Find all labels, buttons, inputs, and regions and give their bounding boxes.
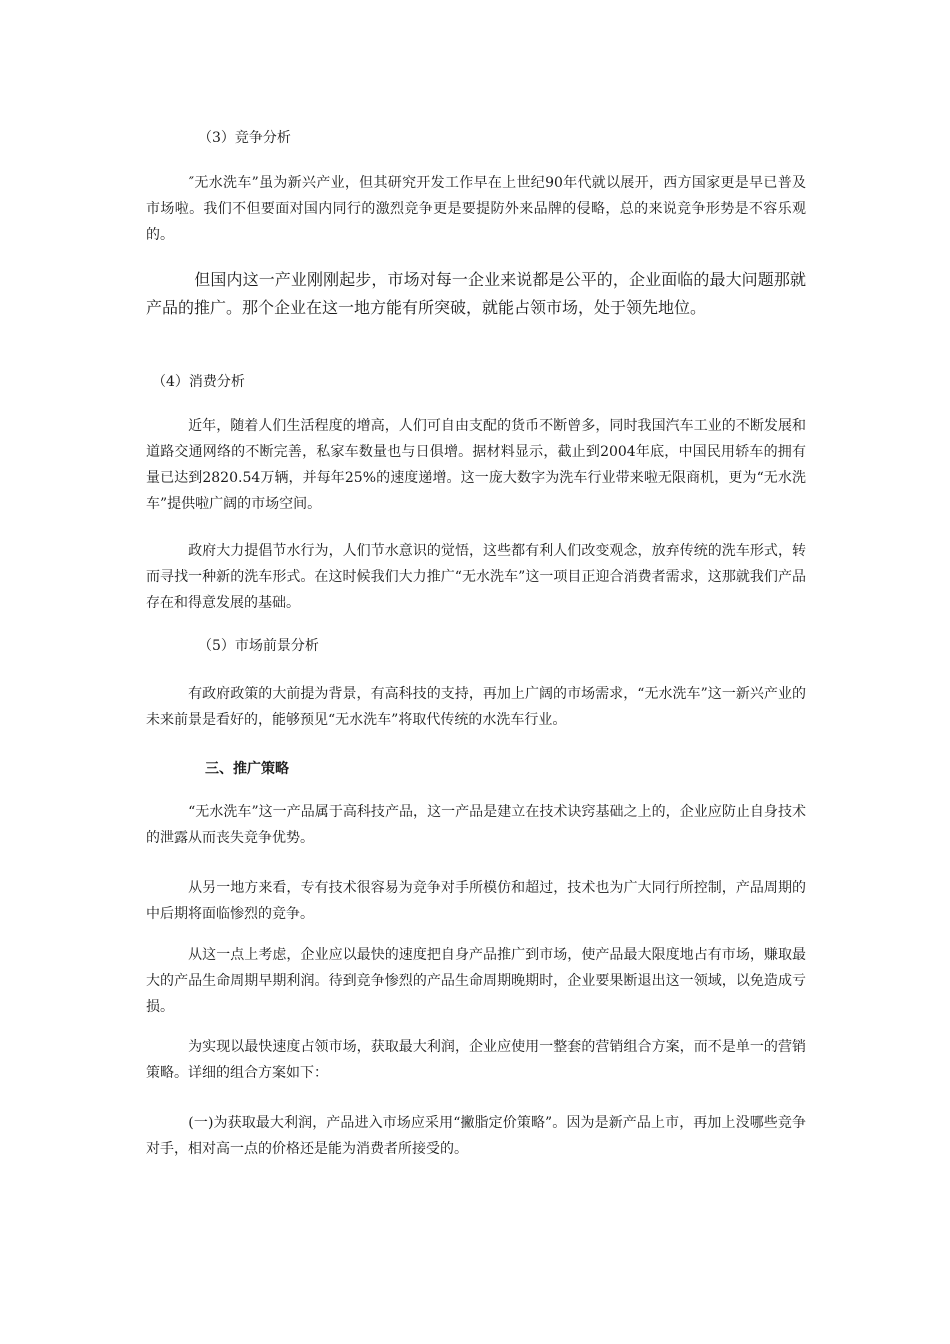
- competition-paragraph-2: 但国内这一产业刚刚起步，市场对每一企业来说都是公平的，企业面临的最大问题那就产品的推广。那个企业在这一地方能有所突破，就能占领市场，处于领先地位。: [146, 270, 806, 317]
- market-paragraph-1: 有政府政策的大前提为背景，有高科技的支持，再加上广阔的市场需求，“无水洗车”这一新兴产业的未来前景是看好的，能够预见“无水洗车”将取代传统的水洗车行业。: [146, 686, 806, 728]
- strategy-paragraph-3: 从这一点上考虑，企业应以最快的速度把自身产品推广到市场，使产品最大限度地占有市场，赚取最大的产品生命周期早期利润。待到竞争惨烈的产品生命周期晚期时，企业要果断退出这一领域，以免造成亏损。: [146, 947, 806, 1015]
- market-heading: （5）市场前景分析: [198, 638, 319, 654]
- strategy-paragraph-4: 为实现以最快速度占领市场，获取最大利润，企业应使用一整套的营销组合方案，而不是单一的营销策略。详细的组合方案如下：: [146, 1039, 806, 1081]
- strategy-paragraph-2: 从另一地方来看，专有技术很容易为竞争对手所模仿和超过，技术也为广大同行所控制，产品周期的中后期将面临惨烈的竞争。: [146, 880, 806, 922]
- competition-paragraph-1: ″无水洗车”虽为新兴产业，但其研究开发工作早在上世纪90年代就以展开，西方国家更是早已普及市场啦。我们不但要面对国内同行的激烈竞争更是要提防外来品牌的侵略，总的来说竞争形势是不容乐观的。: [146, 175, 806, 243]
- competition-heading: （3）竞争分析: [198, 130, 291, 146]
- strategy-paragraph-5: (一)为获取最大利润，产品进入市场应采用“撇脂定价策略”。因为是新产品上市，再加上没哪些竞争对手，相对高一点的价格还是能为消费者所接受的。: [146, 1115, 806, 1157]
- consumption-paragraph-1: 近年，随着人们生活程度的增高，人们可自由支配的货币不断曾多，同时我国汽车工业的不断发展和道路交通网络的不断完善，私家车数量也与日俱增。据材料显示，截止到2004年底，中国民用轿车的拥有量已达到2820.54万辆，并每年25%的速度递增。这一庞大数字为洗车行业带来啦无限商机，更为“无水洗车”提供啦广阔的市场空间。: [146, 418, 806, 512]
- consumption-paragraph-2: 政府大力提倡节水行为，人们节水意识的觉悟，这些都有利人们改变观念，放弃传统的洗车形式，转而寻找一种新的洗车形式。在这时候我们大力推广“无水洗车”这一项目正迎合消费者需求，这那就我们产品存在和得意发展的基础。: [146, 543, 806, 611]
- strategy-paragraph-1: “无水洗车”这一产品属于高科技产品，这一产品是建立在技术诀窍基础之上的，企业应防止自身技术的泄露从而丧失竞争优势。: [146, 804, 806, 846]
- consumption-heading: （4）消费分析: [152, 374, 245, 390]
- strategy-heading: 三、推广策略: [205, 761, 289, 777]
